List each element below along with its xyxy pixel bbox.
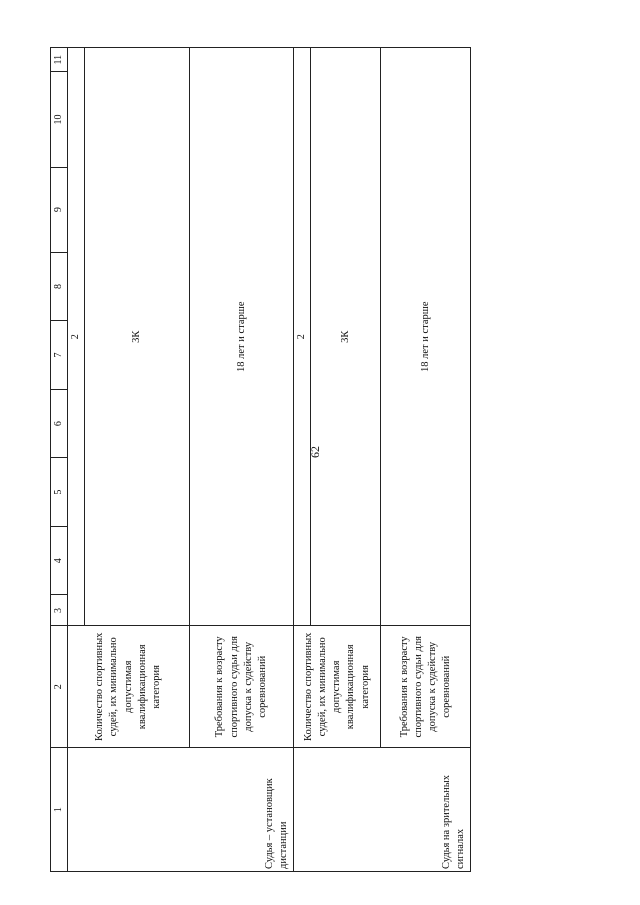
col-header-4: 4 bbox=[51, 526, 68, 595]
col-header-3: 3 bbox=[51, 595, 68, 626]
table-row bbox=[294, 48, 311, 872]
age-value-cell: 18 лет и старше bbox=[190, 48, 294, 626]
col-header-8: 8 bbox=[51, 252, 68, 321]
page-number: 62 bbox=[308, 446, 322, 458]
col-header-10: 10 bbox=[51, 72, 68, 167]
header-row bbox=[51, 48, 68, 872]
referee-requirements-table bbox=[50, 47, 471, 872]
col-header-11: 11 bbox=[51, 48, 68, 72]
role-cell: Судья на зрительных сигналах bbox=[294, 748, 471, 872]
table-row bbox=[68, 48, 85, 872]
count-label-cell: Количество спортивных судей, их минимально допустимая квалификационная категория bbox=[294, 626, 381, 748]
col-header-1: 1 bbox=[51, 748, 68, 872]
count-value-cell: 2 bbox=[294, 48, 311, 626]
col-header-9: 9 bbox=[51, 167, 68, 252]
col-header-5: 5 bbox=[51, 458, 68, 527]
count-value-cell: 2 bbox=[68, 48, 85, 626]
col-header-2: 2 bbox=[51, 626, 68, 748]
age-value-cell: 18 лет и старше bbox=[381, 48, 471, 626]
age-label-cell: Требования к возрасту спортивного судьи для допуска к судейству соревнований bbox=[190, 626, 294, 748]
category-value-cell: 3К bbox=[85, 48, 190, 626]
count-label-cell: Количество спортивных судей, их минимально допустимая квалификационная категория bbox=[68, 626, 190, 748]
category-value-cell: 3К bbox=[311, 48, 381, 626]
col-header-7: 7 bbox=[51, 321, 68, 390]
age-label-cell: Требования к возрасту спортивного судьи для допуска к судейству соревнований bbox=[381, 626, 471, 748]
table-container bbox=[50, 47, 467, 872]
col-header-6: 6 bbox=[51, 389, 68, 458]
role-cell: Судья – установщик дистанции bbox=[68, 748, 294, 872]
